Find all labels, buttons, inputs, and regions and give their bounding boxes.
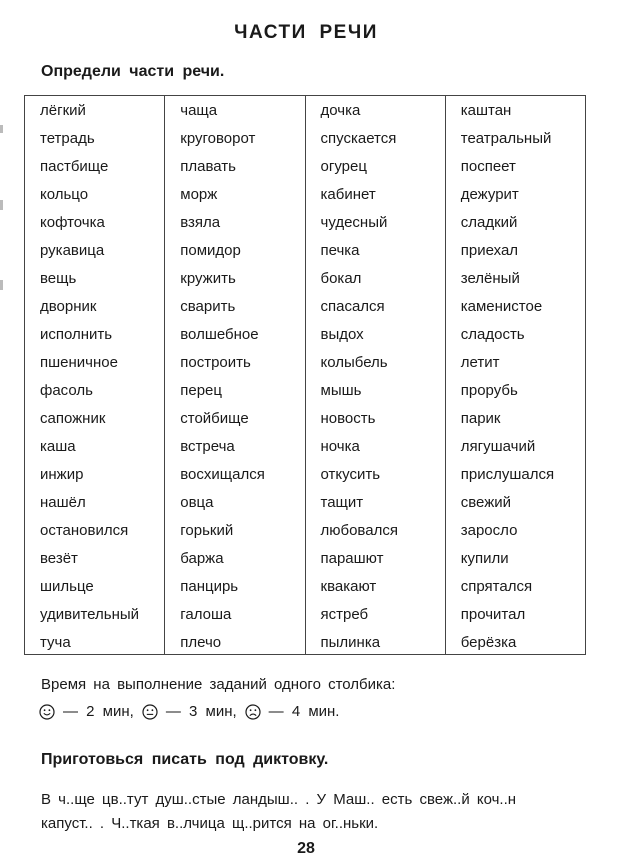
sad-face-icon [245, 704, 261, 720]
word-cell: парик [460, 410, 501, 427]
word-cell: театральный [460, 130, 552, 147]
word-cell: берёзка [460, 634, 517, 651]
word-cell: любовался [320, 522, 398, 539]
word-column-1 [25, 96, 165, 654]
word-cell: зелёный [460, 270, 520, 287]
time-limit-text: — 4 мин. [268, 703, 340, 720]
word-cell: дочка [320, 102, 361, 119]
word-cell: плавать [180, 158, 236, 175]
word-table [24, 95, 586, 655]
word-cell: галоша [180, 606, 232, 623]
page-edge-mark [0, 200, 3, 210]
word-cell: колыбель [320, 354, 388, 371]
word-cell: лягушачий [460, 438, 536, 455]
word-cell: чаща [180, 102, 218, 119]
page-edge-mark [0, 125, 3, 133]
word-cell: заросло [460, 522, 518, 539]
word-cell: фасоль [40, 382, 93, 399]
word-cell: каша [40, 438, 76, 455]
word-cell: кабинет [320, 186, 376, 203]
word-cell: горький [180, 522, 234, 539]
task-instruction-parts-of-speech: Определи части речи. [41, 63, 225, 80]
word-cell: выдох [320, 326, 364, 343]
word-cell: плечо [180, 634, 222, 651]
word-column-2 [165, 96, 305, 654]
word-cell: инжир [40, 466, 84, 483]
word-cell: нашёл [40, 494, 86, 511]
word-cell: построить [180, 354, 251, 371]
word-cell: мышь [320, 382, 362, 399]
time-limit-text: — 2 мин, [63, 703, 134, 720]
neutral-face-icon [142, 704, 158, 720]
word-cell: вещь [40, 270, 77, 287]
time-limit-text: — 3 мин, [165, 703, 237, 720]
word-cell: кольцо [40, 186, 89, 203]
word-cell: ястреб [320, 606, 369, 623]
word-cell: свежий [460, 494, 512, 511]
word-cell: приехал [460, 242, 519, 259]
word-cell: дежурит [460, 186, 519, 203]
word-cell: тетрадь [40, 130, 95, 147]
word-cell: купили [460, 550, 509, 567]
word-cell: восхищался [180, 466, 265, 483]
word-cell: пшеничное [40, 354, 118, 371]
word-cell: прочитал [460, 606, 526, 623]
word-cell: спрятался [460, 578, 533, 595]
word-cell: квакают [320, 578, 377, 595]
word-cell: взяла [180, 214, 221, 231]
word-cell: чудесный [320, 214, 388, 231]
word-cell: морж [180, 186, 218, 203]
dictation-text [41, 788, 601, 836]
word-cell: удивительный [40, 606, 140, 623]
word-cell: каменистое [460, 298, 543, 315]
word-cell: пылинка [320, 634, 381, 651]
word-cell: сварить [180, 298, 236, 315]
word-cell: остановился [40, 522, 129, 539]
task-instruction-dictation: Приготовься писать под диктовку. [41, 751, 329, 768]
word-cell: прислушался [460, 466, 555, 483]
word-cell: тащит [320, 494, 364, 511]
word-cell: прорубь [460, 382, 518, 399]
word-cell: кружить [180, 270, 236, 287]
word-cell: огурец [320, 158, 367, 175]
word-cell: везёт [40, 550, 78, 567]
smile-face-icon [39, 704, 55, 720]
word-cell: парашют [320, 550, 384, 567]
word-cell: помидор [180, 242, 241, 259]
time-limit-row [39, 703, 347, 720]
word-cell: кофточка [40, 214, 105, 231]
word-cell: сладость [460, 326, 525, 343]
time-limit-label: Время на выполнение заданий одного столбика: [41, 676, 396, 693]
word-cell: баржа [180, 550, 224, 567]
word-cell: стойбище [180, 410, 249, 427]
dictation-line: В ч..ще цв..тут душ..стые ландыш.. . У Маш.. есть свеж..й коч..н [41, 791, 517, 808]
word-cell: ночка [320, 438, 360, 455]
word-cell: лёгкий [40, 102, 86, 119]
word-cell: исполнить [40, 326, 113, 343]
word-cell: круговорот [180, 130, 256, 147]
word-cell: рукавица [40, 242, 105, 259]
page-edge-mark [0, 280, 3, 290]
word-cell: сладкий [460, 214, 518, 231]
page-number: 28 [297, 840, 315, 857]
word-column-3 [306, 96, 446, 654]
word-cell: сапожник [40, 410, 106, 427]
word-cell: туча [40, 634, 71, 651]
word-cell: бокал [320, 270, 362, 287]
dictation-line: капуст.. . Ч..ткая в..лчица щ..рится на ог..ньки. [41, 815, 379, 832]
word-cell: панцирь [180, 578, 239, 595]
word-cell: поспеет [460, 158, 516, 175]
page-title: ЧАСТИ РЕЧИ [234, 22, 378, 43]
word-cell: шильце [40, 578, 94, 595]
word-cell: встреча [180, 438, 235, 455]
word-cell: каштан [460, 102, 512, 119]
word-cell: пастбище [40, 158, 109, 175]
word-cell: летит [460, 354, 500, 371]
word-cell: овца [180, 494, 214, 511]
word-cell: спускается [320, 130, 397, 147]
word-cell: волшебное [180, 326, 259, 343]
word-cell: дворник [40, 298, 97, 315]
word-cell: откусить [320, 466, 381, 483]
word-column-4 [446, 96, 585, 654]
word-cell: спасался [320, 298, 385, 315]
word-cell: новость [320, 410, 376, 427]
word-cell: печка [320, 242, 360, 259]
word-cell: перец [180, 382, 222, 399]
